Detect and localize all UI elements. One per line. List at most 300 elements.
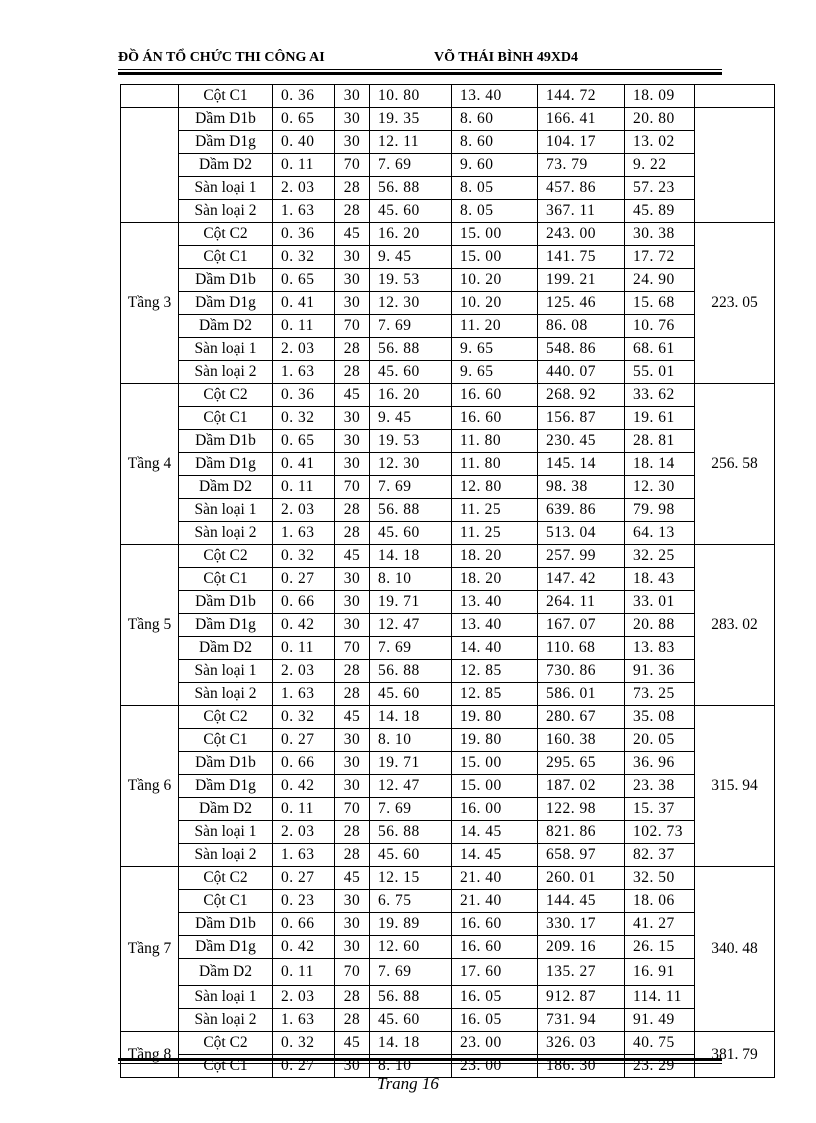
component-name-cell: Sàn loại 1 (179, 499, 273, 522)
total-volume-cell: 10. 80 (370, 85, 452, 108)
labour-days-cell: 26. 15 (625, 936, 695, 959)
table-row (121, 200, 775, 223)
total-volume-cell: 7. 69 (370, 476, 452, 499)
count-cell: 30 (335, 430, 370, 453)
labour-norm-cell: 13. 40 (452, 614, 538, 637)
count-cell: 28 (335, 683, 370, 706)
floor-label: Tầng 4 (121, 384, 179, 545)
labour-norm-cell: 9. 65 (452, 361, 538, 384)
labour-days-cell: 18. 14 (625, 453, 695, 476)
component-name-cell: Dầm D1b (179, 752, 273, 775)
component-name-cell: Dầm D1g (179, 936, 273, 959)
total-volume-cell: 7. 69 (370, 798, 452, 821)
volume-cell: 0. 66 (273, 591, 335, 614)
labour-days-cell: 73. 25 (625, 683, 695, 706)
labour-hours-cell: 457. 86 (538, 177, 625, 200)
table-row (121, 131, 775, 154)
count-cell: 30 (335, 269, 370, 292)
labour-hours-cell: 125. 46 (538, 292, 625, 315)
labour-norm-cell: 11. 80 (452, 430, 538, 453)
total-volume-cell: 12. 47 (370, 614, 452, 637)
count-cell: 70 (335, 476, 370, 499)
total-volume-cell: 16. 20 (370, 384, 452, 407)
labour-norm-cell: 18. 20 (452, 568, 538, 591)
count-cell: 70 (335, 154, 370, 177)
volume-cell: 0. 32 (273, 545, 335, 568)
total-volume-cell: 45. 60 (370, 361, 452, 384)
labour-days-cell: 55. 01 (625, 361, 695, 384)
count-cell: 30 (335, 292, 370, 315)
labour-hours-cell: 440. 07 (538, 361, 625, 384)
floor-label: Tầng 8 (121, 1032, 179, 1078)
component-name-cell: Cột C1 (179, 1055, 273, 1078)
labour-days-cell: 57. 23 (625, 177, 695, 200)
labour-norm-cell: 14. 40 (452, 637, 538, 660)
table-row (121, 223, 775, 246)
count-cell: 28 (335, 361, 370, 384)
table-row (121, 591, 775, 614)
volume-cell: 1. 63 (273, 522, 335, 545)
component-name-cell: Cột C2 (179, 384, 273, 407)
count-cell: 30 (335, 913, 370, 936)
floor-label: Tầng 5 (121, 545, 179, 706)
count-cell: 28 (335, 338, 370, 361)
component-name-cell: Cột C1 (179, 568, 273, 591)
table-row (121, 108, 775, 131)
count-cell: 28 (335, 200, 370, 223)
labour-days-cell: 33. 01 (625, 591, 695, 614)
labour-hours-cell: 260. 01 (538, 867, 625, 890)
table-row (121, 338, 775, 361)
header-rule-thick (118, 72, 722, 75)
volume-cell: 0. 32 (273, 1032, 335, 1055)
total-volume-cell: 45. 60 (370, 522, 452, 545)
footer-rule-thin (118, 1063, 722, 1064)
labour-hours-cell: 86. 08 (538, 315, 625, 338)
header-project-title: ĐỒ ÁN TỔ CHỨC THI CÔNG AI (118, 50, 325, 65)
labour-hours-cell: 160. 38 (538, 729, 625, 752)
table-row (121, 154, 775, 177)
count-cell: 30 (335, 890, 370, 913)
total-volume-cell: 12. 30 (370, 453, 452, 476)
labour-days-cell: 32. 50 (625, 867, 695, 890)
count-cell: 45 (335, 706, 370, 729)
labour-hours-cell: 330. 17 (538, 913, 625, 936)
total-volume-cell: 19. 53 (370, 430, 452, 453)
table-row (121, 683, 775, 706)
labour-hours-cell: 98. 38 (538, 476, 625, 499)
count-cell: 30 (335, 614, 370, 637)
volume-cell: 0. 32 (273, 246, 335, 269)
component-name-cell: Cột C1 (179, 246, 273, 269)
component-name-cell: Cột C2 (179, 545, 273, 568)
table-row (121, 545, 775, 568)
table-row (121, 706, 775, 729)
total-volume-cell: 7. 69 (370, 637, 452, 660)
total-volume-cell: 14. 18 (370, 545, 452, 568)
labour-norm-cell: 13. 40 (452, 85, 538, 108)
table-row (121, 1032, 775, 1055)
count-cell: 30 (335, 407, 370, 430)
labour-hours-cell: 268. 92 (538, 384, 625, 407)
count-cell: 30 (335, 85, 370, 108)
count-cell: 30 (335, 1055, 370, 1078)
table-row (121, 453, 775, 476)
volume-cell: 1. 63 (273, 1009, 335, 1032)
total-volume-cell: 9. 45 (370, 246, 452, 269)
total-volume-cell: 12. 11 (370, 131, 452, 154)
total-volume-cell: 19. 71 (370, 591, 452, 614)
total-volume-cell: 12. 60 (370, 936, 452, 959)
labour-days-cell: 28. 81 (625, 430, 695, 453)
floor-label (121, 85, 179, 108)
count-cell: 28 (335, 1009, 370, 1032)
labour-hours-cell: 230. 45 (538, 430, 625, 453)
page-number: Trang 16 (377, 1074, 439, 1093)
component-name-cell: Dầm D2 (179, 476, 273, 499)
labour-norm-cell: 14. 45 (452, 844, 538, 867)
table-row (121, 614, 775, 637)
volume-cell: 2. 03 (273, 660, 335, 683)
page-header (118, 50, 722, 68)
component-name-cell: Dầm D1b (179, 430, 273, 453)
labour-hours-cell: 586. 01 (538, 683, 625, 706)
volume-cell: 0. 65 (273, 430, 335, 453)
count-cell: 70 (335, 959, 370, 986)
labour-hours-cell: 243. 00 (538, 223, 625, 246)
volume-cell: 0. 11 (273, 798, 335, 821)
volume-cell: 0. 32 (273, 407, 335, 430)
count-cell: 28 (335, 177, 370, 200)
labour-hours-cell: 73. 79 (538, 154, 625, 177)
floor-label: Tầng 6 (121, 706, 179, 867)
labour-hours-cell: 156. 87 (538, 407, 625, 430)
labour-norm-cell: 16. 60 (452, 936, 538, 959)
total-volume-cell: 19. 35 (370, 108, 452, 131)
table-row (121, 407, 775, 430)
labour-hours-cell: 731. 94 (538, 1009, 625, 1032)
labour-hours-cell: 145. 14 (538, 453, 625, 476)
component-name-cell: Cột C1 (179, 407, 273, 430)
labour-hours-cell: 166. 41 (538, 108, 625, 131)
volume-cell: 0. 65 (273, 269, 335, 292)
labour-norm-cell: 16. 60 (452, 913, 538, 936)
component-name-cell: Dầm D1g (179, 614, 273, 637)
labour-norm-cell: 11. 80 (452, 453, 538, 476)
labour-days-cell: 91. 49 (625, 1009, 695, 1032)
header-author: VÕ THÁI BÌNH 49XD4 (434, 50, 579, 65)
labour-days-cell: 16. 91 (625, 959, 695, 986)
total-volume-cell: 7. 69 (370, 315, 452, 338)
total-volume-cell: 8. 10 (370, 1055, 452, 1078)
count-cell: 30 (335, 729, 370, 752)
labour-norm-cell: 10. 20 (452, 269, 538, 292)
count-cell: 70 (335, 315, 370, 338)
total-volume-cell: 14. 18 (370, 1032, 452, 1055)
volume-cell: 0. 66 (273, 752, 335, 775)
labour-norm-cell: 12. 85 (452, 660, 538, 683)
total-volume-cell: 8. 10 (370, 568, 452, 591)
labour-days-cell: 68. 61 (625, 338, 695, 361)
labour-norm-cell: 23. 00 (452, 1032, 538, 1055)
labour-hours-cell: 280. 67 (538, 706, 625, 729)
table-row (121, 913, 775, 936)
labour-days-cell: 13. 02 (625, 131, 695, 154)
floor-total (695, 108, 775, 223)
volume-cell: 0. 41 (273, 292, 335, 315)
labour-norm-cell: 8. 60 (452, 131, 538, 154)
component-name-cell: Cột C2 (179, 706, 273, 729)
table-row (121, 85, 775, 108)
table-row (121, 729, 775, 752)
labour-days-cell: 10. 76 (625, 315, 695, 338)
labour-norm-cell: 19. 80 (452, 729, 538, 752)
total-volume-cell: 8. 10 (370, 729, 452, 752)
table-row (121, 959, 775, 986)
concrete-volume-table (120, 84, 775, 1078)
count-cell: 30 (335, 752, 370, 775)
labour-hours-cell: 104. 17 (538, 131, 625, 154)
labour-days-cell: 18. 43 (625, 568, 695, 591)
labour-norm-cell: 11. 25 (452, 522, 538, 545)
labour-norm-cell: 10. 20 (452, 292, 538, 315)
total-volume-cell: 45. 60 (370, 200, 452, 223)
count-cell: 28 (335, 986, 370, 1009)
volume-cell: 0. 27 (273, 1055, 335, 1078)
count-cell: 45 (335, 384, 370, 407)
labour-norm-cell: 11. 20 (452, 315, 538, 338)
labour-days-cell: 20. 88 (625, 614, 695, 637)
count-cell: 30 (335, 131, 370, 154)
labour-days-cell: 23. 29 (625, 1055, 695, 1078)
labour-norm-cell: 21. 40 (452, 890, 538, 913)
labour-norm-cell: 23. 00 (452, 1055, 538, 1078)
labour-days-cell: 13. 83 (625, 637, 695, 660)
volume-cell: 0. 11 (273, 154, 335, 177)
labour-norm-cell: 16. 60 (452, 384, 538, 407)
component-name-cell: Dầm D1g (179, 453, 273, 476)
count-cell: 30 (335, 453, 370, 476)
labour-days-cell: 12. 30 (625, 476, 695, 499)
count-cell: 45 (335, 223, 370, 246)
labour-norm-cell: 18. 20 (452, 545, 538, 568)
component-name-cell: Cột C1 (179, 85, 273, 108)
component-name-cell: Dầm D1g (179, 775, 273, 798)
component-name-cell: Sàn loại 1 (179, 660, 273, 683)
labour-hours-cell: 367. 11 (538, 200, 625, 223)
total-volume-cell: 45. 60 (370, 1009, 452, 1032)
labour-hours-cell: 147. 42 (538, 568, 625, 591)
labour-hours-cell: 730. 86 (538, 660, 625, 683)
labour-days-cell: 18. 09 (625, 85, 695, 108)
floor-total: 340. 48 (695, 867, 775, 1032)
volume-cell: 0. 27 (273, 568, 335, 591)
volume-cell: 0. 36 (273, 85, 335, 108)
labour-days-cell: 24. 90 (625, 269, 695, 292)
labour-norm-cell: 16. 60 (452, 407, 538, 430)
labour-norm-cell: 16. 00 (452, 798, 538, 821)
component-name-cell: Sàn loại 2 (179, 200, 273, 223)
labour-norm-cell: 9. 65 (452, 338, 538, 361)
total-volume-cell: 7. 69 (370, 959, 452, 986)
volume-cell: 2. 03 (273, 177, 335, 200)
table-row (121, 568, 775, 591)
count-cell: 30 (335, 568, 370, 591)
labour-norm-cell: 15. 00 (452, 752, 538, 775)
labour-norm-cell: 9. 60 (452, 154, 538, 177)
table-row (121, 775, 775, 798)
labour-hours-cell: 110. 68 (538, 637, 625, 660)
component-name-cell: Dầm D1b (179, 913, 273, 936)
total-volume-cell: 56. 88 (370, 986, 452, 1009)
labour-days-cell: 9. 22 (625, 154, 695, 177)
total-volume-cell: 56. 88 (370, 821, 452, 844)
labour-hours-cell: 144. 45 (538, 890, 625, 913)
total-volume-cell: 45. 60 (370, 683, 452, 706)
volume-cell: 0. 27 (273, 729, 335, 752)
volume-cell: 0. 23 (273, 890, 335, 913)
total-volume-cell: 19. 53 (370, 269, 452, 292)
labour-norm-cell: 16. 05 (452, 1009, 538, 1032)
labour-hours-cell: 821. 86 (538, 821, 625, 844)
table-row (121, 936, 775, 959)
table-row (121, 384, 775, 407)
labour-hours-cell: 513. 04 (538, 522, 625, 545)
volume-cell: 1. 63 (273, 200, 335, 223)
count-cell: 45 (335, 545, 370, 568)
component-name-cell: Dầm D2 (179, 315, 273, 338)
labour-hours-cell: 141. 75 (538, 246, 625, 269)
component-name-cell: Cột C1 (179, 890, 273, 913)
labour-norm-cell: 16. 05 (452, 986, 538, 1009)
component-name-cell: Dầm D2 (179, 637, 273, 660)
component-name-cell: Sàn loại 1 (179, 338, 273, 361)
table-row (121, 798, 775, 821)
volume-cell: 1. 63 (273, 683, 335, 706)
volume-cell: 0. 42 (273, 614, 335, 637)
table-row (121, 430, 775, 453)
labour-norm-cell: 8. 05 (452, 200, 538, 223)
table-row (121, 660, 775, 683)
floor-total: 381. 79 (695, 1032, 775, 1078)
labour-days-cell: 23. 38 (625, 775, 695, 798)
total-volume-cell: 6. 75 (370, 890, 452, 913)
table-row (121, 1009, 775, 1032)
floor-total: 223. 05 (695, 223, 775, 384)
labour-days-cell: 30. 38 (625, 223, 695, 246)
count-cell: 30 (335, 246, 370, 269)
labour-days-cell: 18. 06 (625, 890, 695, 913)
total-volume-cell: 12. 30 (370, 292, 452, 315)
volume-cell: 0. 11 (273, 637, 335, 660)
component-name-cell: Sàn loại 1 (179, 821, 273, 844)
labour-days-cell: 91. 36 (625, 660, 695, 683)
table-row (121, 499, 775, 522)
count-cell: 30 (335, 936, 370, 959)
component-name-cell: Sàn loại 2 (179, 1009, 273, 1032)
table-row (121, 315, 775, 338)
total-volume-cell: 9. 45 (370, 407, 452, 430)
labour-hours-cell: 209. 16 (538, 936, 625, 959)
labour-norm-cell: 15. 00 (452, 246, 538, 269)
volume-cell: 2. 03 (273, 986, 335, 1009)
total-volume-cell: 19. 71 (370, 752, 452, 775)
labour-days-cell: 15. 68 (625, 292, 695, 315)
component-name-cell: Dầm D1b (179, 108, 273, 131)
count-cell: 70 (335, 637, 370, 660)
labour-hours-cell: 264. 11 (538, 591, 625, 614)
total-volume-cell: 12. 47 (370, 775, 452, 798)
labour-days-cell: 114. 11 (625, 986, 695, 1009)
labour-hours-cell: 295. 65 (538, 752, 625, 775)
floor-total (695, 85, 775, 108)
header-rule-thin (118, 69, 722, 70)
total-volume-cell: 14. 18 (370, 706, 452, 729)
labour-norm-cell: 15. 00 (452, 775, 538, 798)
total-volume-cell: 12. 15 (370, 867, 452, 890)
floor-label: Tầng 3 (121, 223, 179, 384)
floor-total: 315. 94 (695, 706, 775, 867)
count-cell: 45 (335, 867, 370, 890)
floor-total: 256. 58 (695, 384, 775, 545)
floor-total: 283. 02 (695, 545, 775, 706)
component-name-cell: Sàn loại 2 (179, 361, 273, 384)
volume-cell: 0. 42 (273, 936, 335, 959)
volume-cell: 0. 27 (273, 867, 335, 890)
labour-days-cell: 64. 13 (625, 522, 695, 545)
volume-cell: 0. 11 (273, 476, 335, 499)
labour-hours-cell: 122. 98 (538, 798, 625, 821)
table-row (121, 361, 775, 384)
component-name-cell: Cột C2 (179, 867, 273, 890)
volume-cell: 0. 41 (273, 453, 335, 476)
labour-hours-cell: 639. 86 (538, 499, 625, 522)
component-name-cell: Sàn loại 1 (179, 177, 273, 200)
component-name-cell: Cột C2 (179, 1032, 273, 1055)
count-cell: 28 (335, 522, 370, 545)
volume-cell: 0. 40 (273, 131, 335, 154)
floor-label (121, 108, 179, 223)
labour-norm-cell: 11. 25 (452, 499, 538, 522)
table-row (121, 637, 775, 660)
labour-norm-cell: 19. 80 (452, 706, 538, 729)
total-volume-cell: 56. 88 (370, 660, 452, 683)
labour-hours-cell: 187. 02 (538, 775, 625, 798)
volume-cell: 0. 65 (273, 108, 335, 131)
labour-norm-cell: 21. 40 (452, 867, 538, 890)
labour-norm-cell: 8. 05 (452, 177, 538, 200)
table-row (121, 292, 775, 315)
labour-hours-cell: 167. 07 (538, 614, 625, 637)
count-cell: 28 (335, 660, 370, 683)
total-volume-cell: 56. 88 (370, 177, 452, 200)
table-row (121, 890, 775, 913)
table-row (121, 821, 775, 844)
table-row (121, 246, 775, 269)
total-volume-cell: 56. 88 (370, 338, 452, 361)
labour-hours-cell: 144. 72 (538, 85, 625, 108)
volume-cell: 2. 03 (273, 338, 335, 361)
labour-days-cell: 79. 98 (625, 499, 695, 522)
labour-norm-cell: 15. 00 (452, 223, 538, 246)
component-name-cell: Sàn loại 2 (179, 844, 273, 867)
count-cell: 45 (335, 1032, 370, 1055)
floor-label: Tầng 7 (121, 867, 179, 1032)
volume-cell: 2. 03 (273, 499, 335, 522)
labour-hours-cell: 199. 21 (538, 269, 625, 292)
labour-hours-cell: 658. 97 (538, 844, 625, 867)
labour-hours-cell: 912. 87 (538, 986, 625, 1009)
